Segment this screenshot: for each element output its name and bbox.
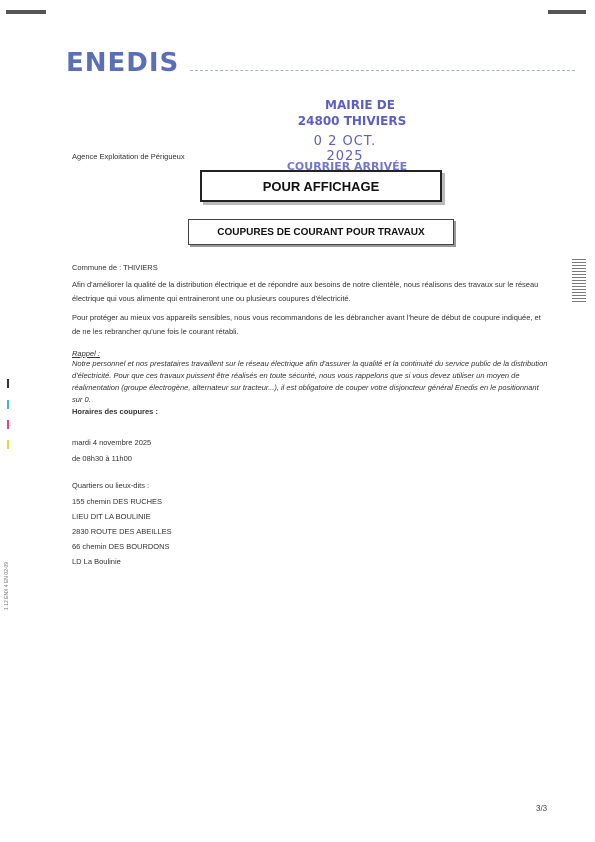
- notice-title-box: [188, 219, 454, 245]
- list-item: LD La Boulinie: [72, 557, 121, 566]
- list-item: 66 chemin DES BOURDONS: [72, 542, 170, 551]
- list-item: 2830 ROUTE DES ABEILLES: [72, 527, 172, 536]
- stamp-line1: MAIRIE DE: [325, 98, 395, 112]
- poster-label: POUR AFFICHAGE: [262, 178, 380, 194]
- intro-paragraph: Afin d'améliorer la qualité de la distribution électrique et de répondre aux besoins de notre clientèle, nous réalisons des travaux sur le réseau électrique qui vous alimente qui entraineront une ou plusieurs coupures d'électricité.: [72, 280, 539, 303]
- print-mark-black: [7, 379, 9, 388]
- poster-label-box: [200, 170, 442, 202]
- agency-name: Agence Exploitation de Périgueux: [72, 152, 185, 161]
- stamp-date: 0 2 OCT. 2025: [313, 134, 377, 164]
- scan-barcode: [572, 258, 586, 302]
- schedule-date: mardi 4 novembre 2025: [72, 438, 152, 447]
- reminder-title: Rappel :: [72, 349, 100, 358]
- stamp-line4: COURRIER ARRIVÉE: [286, 160, 408, 173]
- header-rule: [190, 70, 575, 71]
- schedule-title: Horaires des coupures :: [72, 407, 158, 416]
- print-mark-cyan: [7, 400, 9, 409]
- side-reference: 1 12 ENX 4 EN 02-09: [4, 561, 10, 610]
- advice-paragraph: Pour protéger au mieux vos appareils sensibles, nous vous recommandons de les débrancher avant l'heure de début de coupure indiquée, et de ne les rebrancher qu'une fois le courant rétabli.: [72, 313, 541, 336]
- list-item: 155 chemin DES RUCHES: [72, 497, 163, 506]
- notice-title: COUPURES DE COURANT POUR TRAVAUX: [217, 226, 425, 238]
- areas-list: [72, 495, 172, 570]
- scan-edge-left: [6, 10, 46, 14]
- list-item: LIEU DIT LA BOULINIE: [72, 512, 151, 521]
- stamp-line2: 24800 THIVIERS: [297, 114, 407, 128]
- enedis-logo: ENEDIS: [66, 48, 180, 78]
- page-number: 3/3: [536, 804, 548, 813]
- reminder-body: Notre personnel et nos prestataires travaillent sur le réseau électrique afin d'assurer la qualité et la continuité du service public de la distribution d'électricité. Pour que ces travaux puissent être réalisés en toute sécurité, nous vous rappelons que si vous devez utiliser un moyen de réalimentation (groupe électrogène, alternateur sur tracteur...), il est obligatoire de couper votre disjoncteur général Enedis en le positionnant sur 0.: [72, 359, 548, 404]
- areas-title: Quartiers ou lieux-dits :: [72, 481, 150, 490]
- scan-edge-right: [548, 10, 586, 14]
- print-mark-magenta: [7, 420, 9, 429]
- print-mark-yellow: [7, 440, 9, 449]
- schedule-time: de 08h30 à 11h00: [72, 454, 132, 463]
- commune: Commune de : THIVIERS: [72, 263, 158, 272]
